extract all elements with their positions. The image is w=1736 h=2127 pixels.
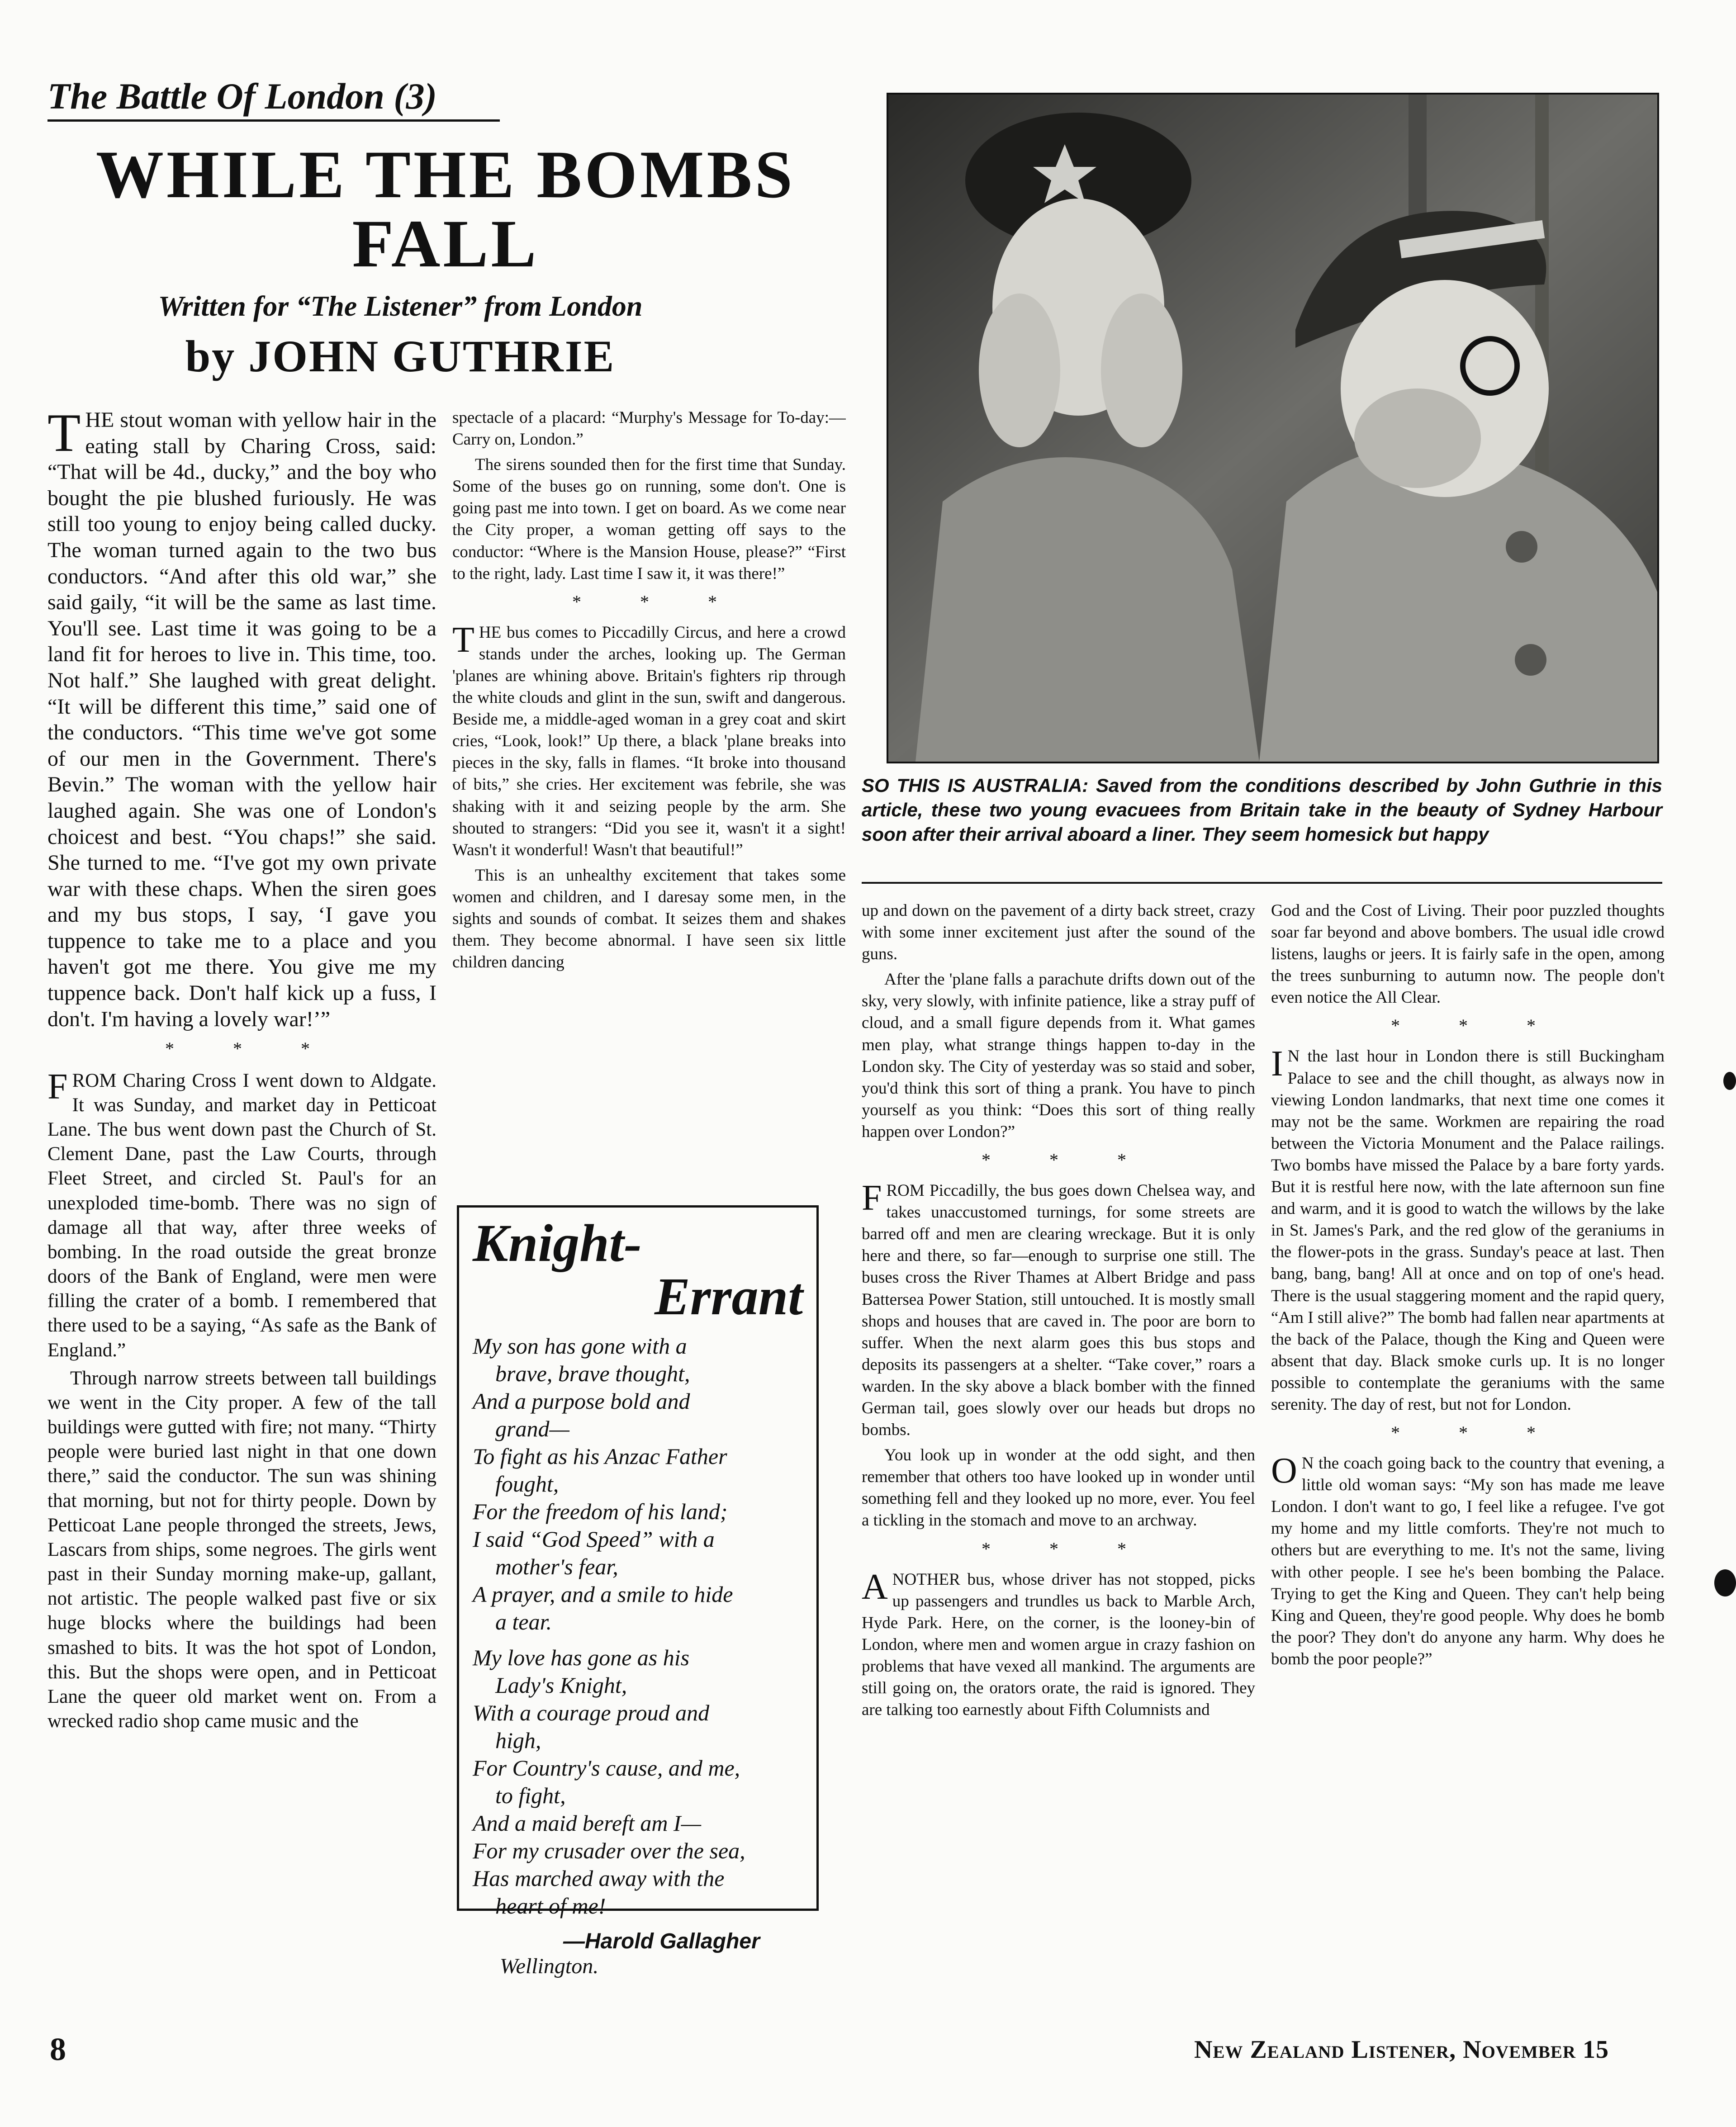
poem-line: And a purpose bold and xyxy=(473,1388,690,1414)
section-divider: * * * xyxy=(982,1538,1153,1559)
poem-line: Lady's Knight, xyxy=(495,1672,627,1698)
scan-mark xyxy=(1714,1569,1736,1596)
poem-line: My love has gone as his xyxy=(473,1645,690,1670)
masthead-footer: New Zealand Listener, November 15 xyxy=(1194,2036,1609,2064)
poem-author-place: Wellington. xyxy=(500,1954,599,1978)
headline-line-1: WHILE THE BOMBS xyxy=(96,137,795,212)
paragraph: You look up in wonder at the odd sight, and then remember that others too have looked up in wonder until something fell and they looked up no more, ever. You feel a tickling in the stomach and move to an archway. xyxy=(862,1446,1255,1530)
section-divider: * * * xyxy=(982,1150,1153,1170)
poem-line: Has marched away with the xyxy=(473,1866,725,1891)
page-number: 8 xyxy=(50,2031,66,2067)
article-column-2 xyxy=(452,407,846,1189)
poem-line: I said “God Speed” with a xyxy=(473,1526,715,1552)
poem-line: My son has gone with a xyxy=(473,1333,687,1359)
paragraph: The sirens sounded then for the first time that Sunday. Some of the buses go on running, some don't. One is going past me into town. I get on board. As we come near the City proper, a woman getting off says to the conductor: “Where is the Mansion House, please?” “First to the right, lady. Last time I saw it, it was there!” xyxy=(452,455,846,583)
paragraph: O N the coach going back to the country that evening, a little old woman says: “My son has made me leave London. I don't want to go, I feel like a refugee. I've got my home and my little comforts. They're not much to others but are everything to me. It's not the same, living with other people. I see he's been bombing the Palace. Trying to get the King and Queen. They can't help being King and Queen, they're good people. Why does he bomb the poor? They don't do anyone any harm. Why does he bomb the poor people?” xyxy=(1271,1451,1665,1668)
poem-line: to fight, xyxy=(495,1783,566,1808)
poem-line: For my crusader over the sea, xyxy=(473,1838,745,1863)
drop-cap: T xyxy=(452,620,474,660)
photo-two-evacuee-boys xyxy=(887,93,1659,763)
section-divider: * * * xyxy=(1391,1015,1563,1036)
section-divider: * * * xyxy=(165,1038,337,1059)
poem-line: And a maid bereft am I— xyxy=(473,1810,702,1836)
article-column-1 xyxy=(47,407,436,2017)
drop-cap: F xyxy=(862,1178,882,1218)
poem-line: To fight as his Anzac Father xyxy=(473,1444,727,1469)
poem-line: fought, xyxy=(495,1471,559,1497)
poem-line: high, xyxy=(495,1728,541,1753)
headline-line-2: FALL xyxy=(352,206,539,281)
poem-line: For Country's cause, and me, xyxy=(473,1755,740,1781)
poem-line: A prayer, and a smile to hide xyxy=(473,1582,733,1607)
section-divider: * * * xyxy=(572,591,744,612)
poem-author: —Harold Gallagher xyxy=(563,1929,760,1953)
paragraph: up and down on the pavement of a dirty back street, crazy with some inner excitement just after the sound of the guns. xyxy=(862,901,1255,964)
section-divider: * * * xyxy=(1391,1422,1563,1443)
byline: by JOHN GUTHRIE xyxy=(185,331,616,381)
poem-line: brave, brave thought, xyxy=(495,1361,690,1386)
drop-cap: T xyxy=(47,407,81,463)
poem-line: a tear. xyxy=(495,1609,552,1634)
paragraph: THE bus comes to Piccadilly Circus, and here a crowd stands under the arches, looking up. The German 'planes are whining above. Britain's fighters rip through the white clouds and glint in the sun, swift and dangerous. Beside me, a middle-aged woman in a grey coat and skirt cries, “Look, look!” Up there, a black 'plane breaks into pieces in the sky, falls in flames. “It broke into thousand of bits,” she cries. Her excitement was febrile, she was shaking with it and seizing people by the arm. She shouted to strangers: “Did you see it, wasn't it a sight! Wasn't it wonderful! Wasn't that beautiful!” xyxy=(452,620,846,859)
drop-cap: I xyxy=(1271,1044,1283,1084)
caption-rule xyxy=(862,882,1662,884)
paragraph: THE stout woman with yellow hair in the eating stall by Charing Cross, said: “That will be 4d., ducky,” and the boy who bought the pie blushed furiously. He was still too young to enjoy being called ducky. The woman turned again to the two bus conductors. “And after this old war,” she said gaily, “it will be the same as last time. You'll see. Last time it was going to be a land fit for heroes to live in. This time, too. Not half.” She laughed with great delight. “It will be different this time,” said one of the conductors. “This time we've got some of our men in the Government. There's Bevin.” The woman with the yellow hair laughed again. She was one of London's choicest and best. “You chaps!” she said. She turned to me. “I've got my own private war with these chaps. When the siren goes and my bus stops, I say, ‘I gave you tuppence to take me to a place and you haven't got me there. You give me my tuppence back. Don't half kick up a fuss, I don't. I'm having a lovely war!’” xyxy=(47,407,436,1031)
paragraph: This is an unhealthy excitement that takes some women and children, and I daresay some men, in the sights and sounds of combat. It seizes them and shakes them. They become abnormal. I have seen six little children dancing xyxy=(452,866,846,972)
scan-mark xyxy=(1723,1072,1736,1090)
drop-cap: O xyxy=(1271,1451,1297,1491)
poem-line: grand— xyxy=(495,1416,569,1441)
article-column-3 xyxy=(862,900,1255,2013)
photo-illustration xyxy=(888,95,1657,762)
poem-line: With a courage proud and xyxy=(473,1700,710,1725)
subhead: Written for “The Listener” from London xyxy=(158,290,643,322)
poem-title-line-2: Errant xyxy=(655,1267,803,1326)
paragraph: God and the Cost of Living. Their poor puzzled thoughts soar far beyond and above bombers. The usual idle crowd listens, laughs or jeers. It is fairly safe in the open, among the trees sunburning to autumn now. The people don't even notice the All Clear. xyxy=(1271,901,1665,1007)
poem-box xyxy=(457,1205,819,1978)
article-column-4 xyxy=(1271,900,1665,2013)
paragraph: spectacle of a placard: “Murphy's Message for To-day:—Carry on, London.” xyxy=(452,408,846,449)
series-title: The Battle Of London (3) xyxy=(47,77,500,122)
poem-title-line-1: Knight- xyxy=(473,1213,642,1273)
paragraph: FROM Charing Cross I went down to Aldgate. It was Sunday, and market day in Petticoat Lane. The bus went down past the Church of St. Clement Dane, past the Law Courts, through Fleet Street, and circled St. Paul's for an unexploded time-bomb. There was no sign of damage all that way, after three weeks of bombing. In the road outside the great bronze doors of the Bank of England, were men were filling the crater of a bomb. I remembered that there used to be a saying, “As safe as the Bank of England.” xyxy=(47,1066,436,1361)
drop-cap: A xyxy=(862,1567,888,1607)
paragraph: Through narrow streets between tall buildings we went in the City proper. A few of the tall buildings were gutted with fire; not many. “Thirty people were buried last night in that one down there,” said the conductor. The sun was shining that morning, but not for thirty people. Down by Petticoat Lane people thronged the streets, Jews, Lascars from ships, some negroes. The girls went past in their Sunday morning make-up, gallant, not artistic. The people walked past five or six huge blocks where the buildings had been smashed to bits. It was the hot spot of London, this. But the shops were open, and in Petticoat Lane the queer old market went on. From a wrecked radio shop came music and the xyxy=(47,1367,436,1732)
photo-caption: SO THIS IS AUSTRALIA: Saved from the conditions described by John Guthrie in this article, these two young evacuees from Britain take in the beauty of Sydney Harbour soon after their arrival aboard a liner. They seem homesick but happy xyxy=(862,775,1662,845)
paragraph: I N the last hour in London there is still Buckingham Palace to see and the chill thought, as always now in viewing London landmarks, that next time one comes it may not be the same. Workmen are repairing the road between the Victoria Monument and the Palace railings. Two bombs have missed the Palace by a bare forty yards. But it is restful here now, with the late afternoon sun fine and warm, and it is good to watch the willows by the lake in St. James's Park, and the red glow of the geraniums in the flower-pots in the grass. Sunday's peace at last. Then bang, bang, bang! All at once and on top of one's head. There is the usual staggering moment and the rapid query, “Am I still alive?” The bomb had fallen near apartments at the back of the Palace, though the King and Queen were absent that day. Black smoke curls up. It is no longer possible to contemplate the geraniums with the same serenity. The day of rest, but not for London. xyxy=(1271,1044,1665,1414)
paragraph: ANOTHER bus, whose driver has not stopped, picks up passengers and trundles us back to Marble Arch, Hyde Park. Here, on the corner, is the looney-bin of London, where men and women argue in crazy fashion on problems that have vexed all mankind. The arguments are still going on, the orators orate, the raid is ignored. They are talking too earnestly about Fifth Columnists and xyxy=(862,1567,1255,1720)
headline xyxy=(47,137,844,281)
drop-cap: F xyxy=(47,1066,68,1107)
poem-line: mother's fear, xyxy=(495,1554,618,1579)
poem-line: For the freedom of his land; xyxy=(473,1499,728,1524)
poem-line: heart of me! xyxy=(495,1893,606,1919)
paragraph: FROM Piccadilly, the bus goes down Chelsea way, and takes unaccustomed turnings, for some streets are barred off and men are clearing wreckage. But it is only here and there, so far—enough to surprise one still. The buses cross the River Thames at Albert Bridge and pass Battersea Power Station, still untouched. It is mostly small shops and houses that are caved in. The poor are born to suffer. When the next alarm goes this bus stops and deposits its passengers at a shelter. “Take cover,” roars a warden. In the sky above a black bomber with the finned German tail, goes slowly over our heads but drops no bombs. xyxy=(862,1178,1255,1440)
paragraph: After the 'plane falls a parachute drifts down out of the sky, very slowly, with infinite patience, like a stray puff of cloud, and a small figure depends from it. What games men play, what strange things happen to-day in the London sky. The City of yesterday was so staid and sober, you'd think this sort of thing a prank. You have to pinch yourself as you think: “Does this sort of thing really happen over London?” xyxy=(862,970,1255,1141)
